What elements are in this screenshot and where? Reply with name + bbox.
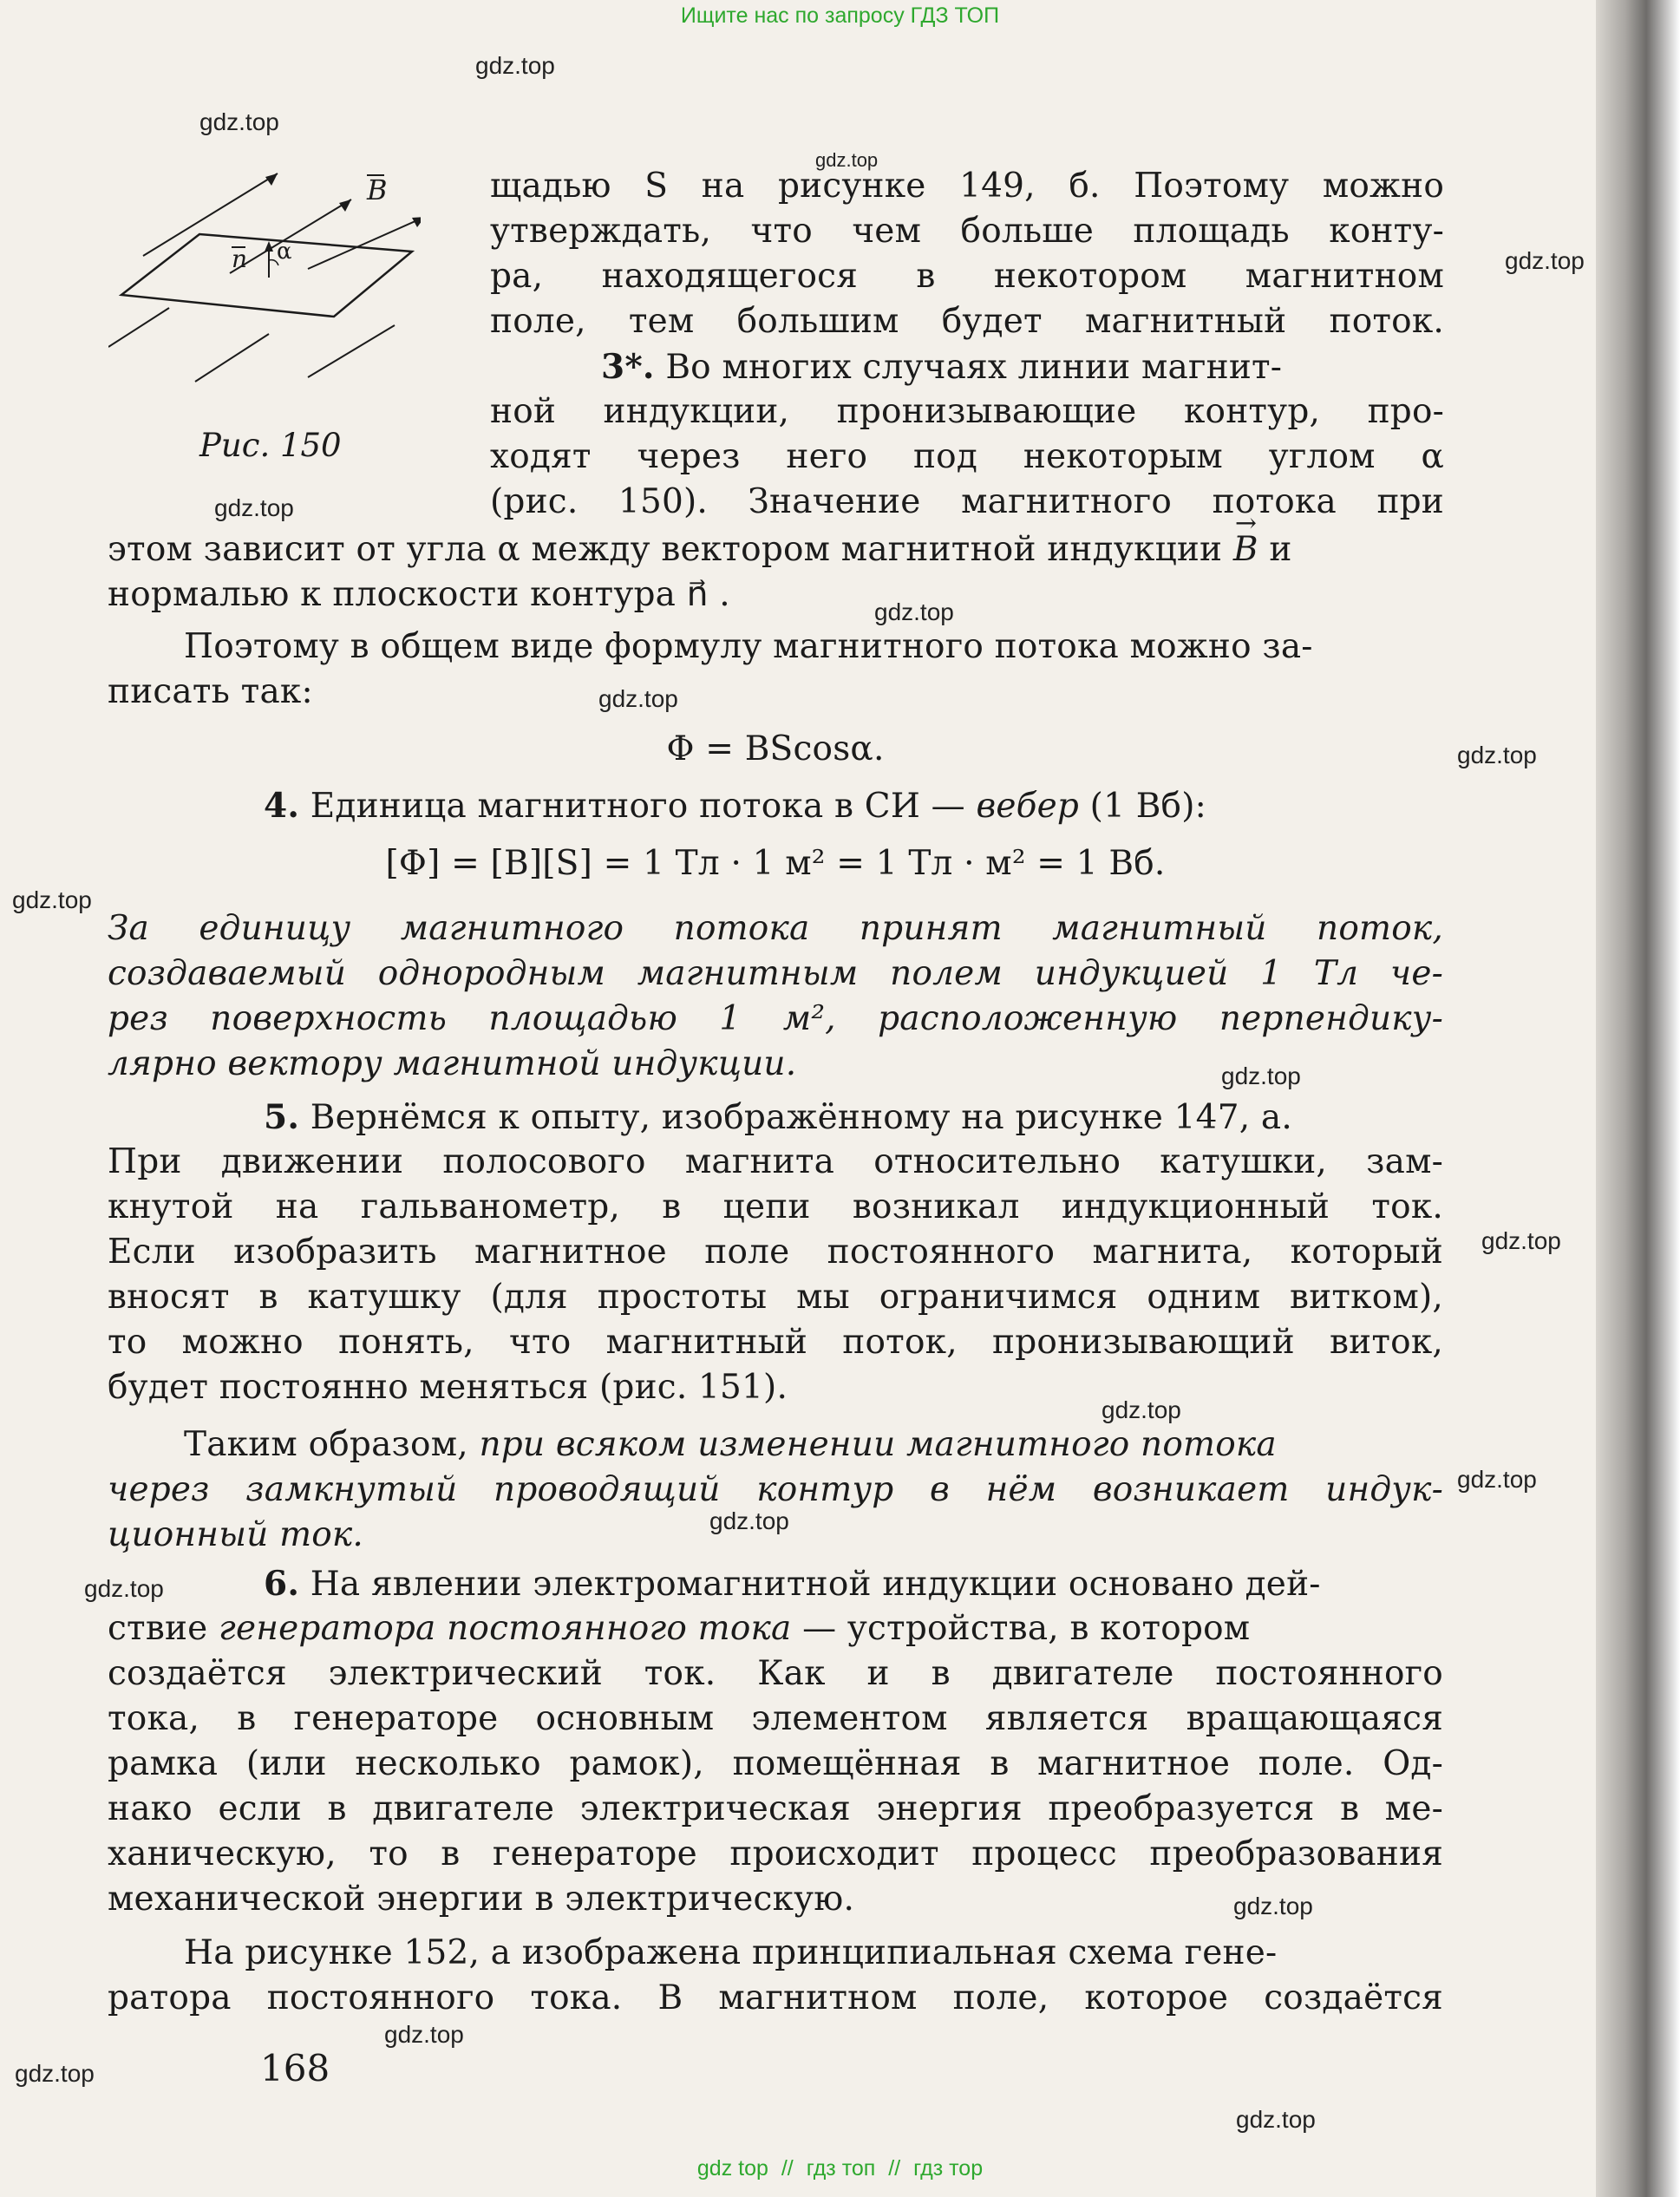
text-span: На явлении электромагнитной индукции основано дей- xyxy=(299,1565,1321,1604)
text-line: писать так: xyxy=(108,672,313,711)
text-line: ханическую, то в генераторе происходит процесс преобразования xyxy=(108,1834,1443,1873)
figure-150 xyxy=(108,165,421,399)
text-line: тока, в генераторе основным элементом является вращающаяся xyxy=(108,1699,1443,1738)
text-span: и xyxy=(1258,530,1292,569)
text-line: рамка (или несколько рамок), помещённая в магнитное поле. Од- xyxy=(108,1744,1443,1783)
text-line xyxy=(108,1561,1443,1607)
watermark: gdz.top xyxy=(598,685,678,712)
text-line: (рис. 150). Значение магнитного потока при xyxy=(490,482,1444,521)
section-number: 4. xyxy=(264,786,300,826)
field-line-3 xyxy=(308,217,421,269)
text-line: ходят через него под некоторым углом α xyxy=(490,437,1444,476)
field-line-4 xyxy=(108,308,169,347)
text-line: ционный ток. xyxy=(108,1515,364,1554)
definition-line: лярно вектору магнитной индукции. xyxy=(108,1044,797,1083)
field-line-1 xyxy=(143,173,278,256)
watermark: gdz.top xyxy=(1233,1893,1313,1919)
text-span: этом зависит от угла α между вектором магнитной индукции xyxy=(108,530,1233,569)
vector-b: → B xyxy=(1233,527,1258,572)
separator: // xyxy=(781,2156,794,2181)
bottom-banner[interactable] xyxy=(0,2156,1680,2181)
text-line xyxy=(490,344,1444,390)
text-line xyxy=(108,1931,1443,1976)
text-line xyxy=(108,624,1443,670)
field-line-5 xyxy=(195,334,269,382)
field-arrow-1 xyxy=(265,173,278,186)
text-line xyxy=(108,783,1443,829)
watermark: gdz.top xyxy=(199,108,279,135)
label-alpha: α xyxy=(277,239,292,265)
text-line: нако если в двигателе электрическая энергия преобразуется в ме- xyxy=(108,1789,1443,1828)
watermark: gdz.top xyxy=(815,149,879,171)
watermark: gdz.top xyxy=(84,1575,164,1602)
watermark: gdz.top xyxy=(709,1507,789,1534)
text-line: кнутой на гальванометр, в цепи возникал индукционный ток. xyxy=(108,1187,1443,1226)
text-span: вебер xyxy=(976,787,1080,826)
text-line xyxy=(108,1095,1443,1141)
definition-line: создаваемый однородным магнитным полем индукцией 1 Тл че- xyxy=(108,954,1443,993)
text-line: механической энергии в электрическую. xyxy=(108,1880,855,1919)
text-line: Если изобразить магнитное поле постоянного магнита, который xyxy=(108,1233,1443,1272)
label-b: B xyxy=(367,173,388,206)
watermark: gdz.top xyxy=(1457,1466,1537,1493)
watermark: gdz.top xyxy=(475,52,555,79)
formula-flux: Φ = BScosα. xyxy=(666,729,885,768)
text-span: ствие xyxy=(108,1609,219,1648)
text-line xyxy=(108,1606,1443,1651)
watermark: gdz.top xyxy=(1101,1396,1181,1423)
definition-line: За единицу магнитного потока принят магнитный поток, xyxy=(108,909,1443,948)
page-number: 168 xyxy=(260,2047,330,2089)
text-span: Таким образом, xyxy=(184,1425,480,1464)
text-line: ной индукции, пронизывающие контур, про- xyxy=(490,392,1444,431)
text-line: нормалью к плоскости контура n⃗ . xyxy=(108,575,730,614)
text-line xyxy=(108,527,1443,572)
text-line: утверждать, что чем больше площадь конту- xyxy=(490,212,1444,251)
formula-units: [Φ] = [B][S] = 1 Тл · 1 м² = 1 Тл · м² = 1 Вб. xyxy=(385,844,1166,883)
bottom-link[interactable]: гдз топ xyxy=(806,2156,876,2181)
bottom-link[interactable]: gdz top xyxy=(696,2156,768,2181)
figure-caption: Рис. 150 xyxy=(199,427,342,464)
top-banner[interactable]: Ищите нас по запросу ГДЗ ТОП xyxy=(680,3,1000,28)
section-number: 6. xyxy=(264,1564,300,1604)
text-line: создаётся электрический ток. Как и в двигателе постоянного xyxy=(108,1654,1443,1693)
watermark: gdz.top xyxy=(1457,742,1537,768)
separator: // xyxy=(888,2156,901,2181)
text-span: Во многих случаях линии магнит- xyxy=(654,348,1283,387)
watermark: gdz.top xyxy=(874,598,954,625)
normal-arrow xyxy=(265,241,273,252)
watermark: gdz.top xyxy=(1236,2106,1316,2133)
bottom-link[interactable]: гдз тор xyxy=(913,2156,984,2181)
definition-line: рез поверхность площадью 1 м², расположенную перпендику- xyxy=(108,999,1443,1038)
text-span: Поэтому в общем виде формулу магнитного потока можно за- xyxy=(184,627,1313,666)
text-line: ратора постоянного тока. В магнитном поле, которое создаётся xyxy=(108,1978,1443,2017)
label-n: n xyxy=(232,245,248,273)
text-line: через замкнутый проводящий контур в нём возникает индук- xyxy=(108,1470,1443,1509)
text-line: вносят в катушку (для простоты мы ограничимся одним витком), xyxy=(108,1278,1443,1317)
watermark: gdz.top xyxy=(1481,1227,1561,1254)
text-line: будет постоянно меняться (рис. 151). xyxy=(108,1368,788,1407)
book-spine-shadow xyxy=(1596,0,1680,2197)
text-line: ра, находящегося в некотором магнитном xyxy=(490,257,1444,296)
text-span: — устройства, в котором xyxy=(791,1609,1251,1648)
watermark: gdz.top xyxy=(384,2021,464,2048)
text-span: Единица магнитного потока в СИ — xyxy=(299,787,977,826)
watermark: gdz.top xyxy=(1505,247,1585,274)
text-span: (1 Вб): xyxy=(1079,787,1206,826)
field-line-6 xyxy=(308,325,395,377)
section-number: 5. xyxy=(264,1097,300,1137)
text-line: щадью S на рисунке 149, б. Поэтому можно xyxy=(490,167,1444,206)
watermark: gdz.top xyxy=(12,886,92,913)
text-line: то можно понять, что магнитный поток, пронизывающий виток, xyxy=(108,1323,1443,1362)
text-span: генератора постоянного тока xyxy=(219,1609,792,1648)
field-arrow-2 xyxy=(339,199,351,212)
text-span: при всяком изменении магнитного потока xyxy=(479,1425,1277,1464)
text-span: Вернёмся к опыту, изображённому на рисунке 147, а. xyxy=(299,1098,1292,1137)
text-span: На рисунке 152, а изображена принципиальная схема гене- xyxy=(184,1933,1278,1972)
text-line xyxy=(108,1422,1443,1468)
text-line: При движении полосового магнита относительно катушки, зам- xyxy=(108,1142,1443,1181)
section-number: 3*. xyxy=(601,347,655,387)
watermark: gdz.top xyxy=(214,494,294,521)
watermark: gdz.top xyxy=(15,2060,95,2087)
watermark: gdz.top xyxy=(1221,1063,1301,1089)
text-line: поле, тем большим будет магнитный поток. xyxy=(490,302,1444,341)
